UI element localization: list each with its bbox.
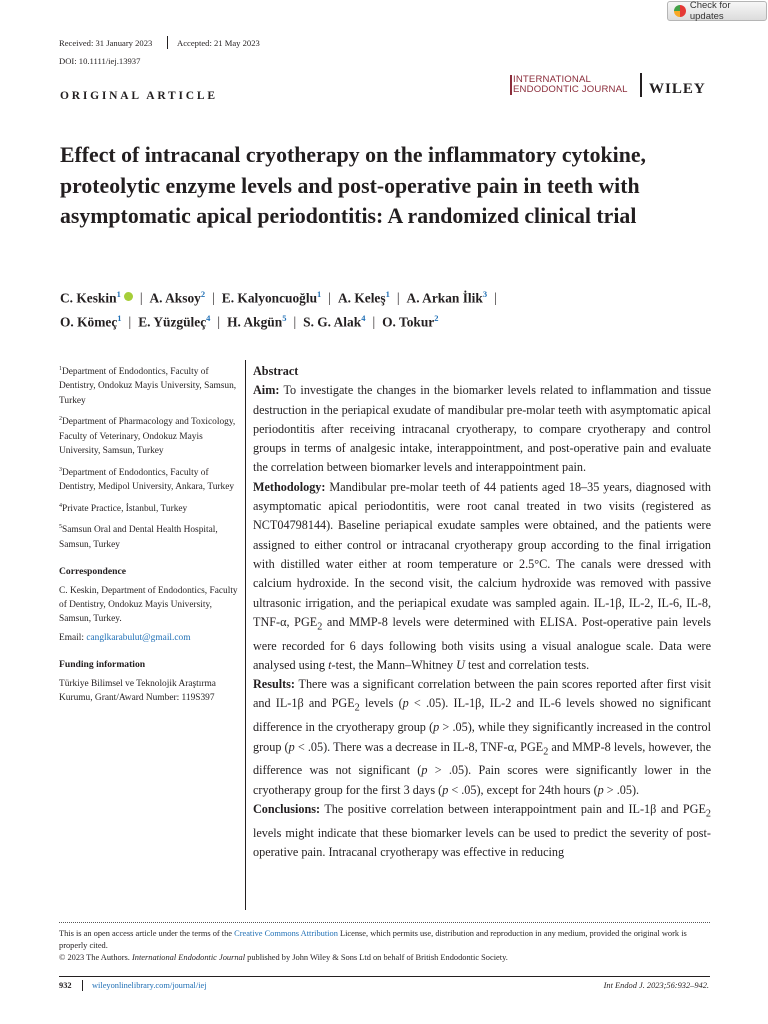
logo-divider xyxy=(640,73,642,97)
correspondence-email-line xyxy=(59,631,239,645)
journal-logo-bar xyxy=(510,75,512,95)
correspondence-text: C. Keskin, Department of Endodontics, Faculty of Dentistry, Ondokuz Mayis University, Samsun, Turkey. xyxy=(59,585,238,625)
affiliation-sup: 4 xyxy=(59,502,62,509)
article-type: ORIGINAL ARTICLE xyxy=(60,90,218,102)
italic-term: p xyxy=(421,763,428,778)
author-affiliation-sup: 2 xyxy=(434,313,439,323)
results-text: > .05). Pain scores were significantly lower in the cryotherapy group for the first 3 days ( xyxy=(253,763,712,797)
affiliation-text: Samsun Oral and Dental Health Hospital, Samsun, Turkey xyxy=(59,525,218,550)
results-text: < .05). There was a decrease in IL-8, TNF-α, PGE xyxy=(294,739,544,754)
subscript: 2 xyxy=(543,745,549,757)
results-text: < .05). IL-1β, IL-2 and IL-6 levels showed no significant difference in the cryotherapy group ( xyxy=(253,696,712,735)
author-separator: | xyxy=(293,314,297,330)
author-name[interactable]: A. Arkan İlik xyxy=(406,290,483,306)
author-name[interactable]: A. Keleş xyxy=(337,290,386,306)
conclusions-text: levels might indicate that these biomarker levels can be used to predict the severity of post-operative pain. Intracanal cryotherapy was effective in reducing xyxy=(253,825,711,859)
author-name[interactable]: E. Kalyoncuoğlu xyxy=(221,290,318,306)
citation: Int Endod J. 2023;56:932–942. xyxy=(603,981,709,990)
author-separator: | xyxy=(128,314,132,330)
funding-heading: Funding information xyxy=(59,659,146,671)
affiliation-text: Department of Endodontics, Faculty of Dentistry, Ondokuz Mayis University, Samsun, Turkey xyxy=(59,367,237,406)
email-link[interactable]: canglkarabulut@gmail.com xyxy=(86,632,191,643)
italic-term: p xyxy=(597,782,604,797)
page-number: 932 xyxy=(59,981,72,990)
sidebar-column xyxy=(59,362,239,710)
author-line-1 xyxy=(60,289,504,306)
author-name[interactable]: E. Yüzgüleç xyxy=(138,314,207,330)
author-separator: | xyxy=(328,290,331,306)
subscript: 2 xyxy=(317,621,323,633)
abstract-methodology xyxy=(253,478,711,675)
affiliation-sup: 2 xyxy=(59,416,62,423)
methodology-text: -test, the Mann–Whitney xyxy=(331,657,457,672)
affiliation-item xyxy=(59,362,239,408)
correspondence-heading: Correspondence xyxy=(59,566,126,578)
author-affiliation-sup: 2 xyxy=(200,289,206,299)
doi: DOI: 10.1111/iej.13937 xyxy=(59,56,141,66)
author-affiliation-sup: 1 xyxy=(116,289,121,299)
author-name[interactable]: C. Keskin xyxy=(60,290,117,306)
license-text: License, which permits use, distribution and reproduction in any medium, provided the original work is properly cited. xyxy=(59,929,687,951)
subscript: 2 xyxy=(354,702,360,714)
footer-divider xyxy=(59,976,710,977)
footer-separator xyxy=(82,980,83,991)
author-name[interactable]: S. G. Alak xyxy=(303,314,362,330)
affiliation-sup: 3 xyxy=(59,466,62,473)
italic-term: t xyxy=(328,657,332,672)
italic-term: p xyxy=(433,720,440,735)
conclusions-label: Conclusions: xyxy=(253,801,321,816)
affiliation-item xyxy=(59,463,239,495)
author-affiliation-sup: 4 xyxy=(361,313,366,323)
author-name[interactable]: O. Kömeç xyxy=(60,314,118,330)
author-affiliation-sup: 1 xyxy=(117,313,122,323)
journal-name-line2: ENDODONTIC JOURNAL xyxy=(513,84,628,95)
footer-dotted-divider xyxy=(59,922,710,923)
received-date: Received: 31 January 2023 xyxy=(59,38,153,48)
license-text: This is an open access article under the terms of the xyxy=(59,929,235,938)
author-affiliation-sup: 1 xyxy=(317,289,322,299)
crossmark-icon xyxy=(674,5,686,17)
results-text: < .05), except for 24th hours ( xyxy=(448,782,598,797)
copyright-journal: International Endodontic Journal xyxy=(131,953,246,962)
affiliation-text: Department of Endodontics, Faculty of Dentistry, Medipol University, Ankara, Turkey xyxy=(59,467,235,493)
results-label: Results: xyxy=(253,677,295,692)
author-separator: | xyxy=(139,290,143,306)
publisher-logo: WILEY xyxy=(649,81,706,97)
aim-text: To investigate the changes in the biomarker levels related to inflammation and tissue destruction in the periapical exudate of mandibular pre-molar teeth with asymptomatic apical periodontitis after receiving intracanal cryotherapy, to compare cryotherapy and control groups in terms of analgesic intake, interappointment, and post-operative pain and evaluate the correlation between biomarker levels and interappointment pain. xyxy=(253,383,711,475)
methodology-text: and MMP-8 levels were determined with ELISA. Post-operative pain levels were recorded for 6 days following both visits using a visual analogue scale. Data were analysed using xyxy=(253,614,711,672)
check-for-updates-label: Check for updates xyxy=(689,0,731,22)
funding-text: Türkiye Bilimsel ve Teknolojik Araştırma Kurumu, Grant/Award Number: 119S397 xyxy=(59,678,216,704)
article-title: Effect of intracanal cryotherapy on the inflammatory cytokine, proteolytic enzyme levels and post-operative pain in teeth with asymptomatic apical periodontitis: A randomized clinical trial xyxy=(60,143,646,228)
abstract-conclusions xyxy=(253,800,711,862)
author-name[interactable]: O. Tokur xyxy=(382,314,435,330)
abstract xyxy=(253,362,711,862)
aim-label: Aim: xyxy=(253,383,280,398)
journal-name-line1: INTERNATIONAL xyxy=(513,74,591,85)
affiliation-text: Private Practice, İstanbul, Turkey xyxy=(62,503,188,514)
abstract-divider xyxy=(245,360,246,910)
license-link[interactable]: Creative Commons Attribution xyxy=(234,929,338,938)
italic-term: p xyxy=(402,696,409,711)
affiliation-item xyxy=(59,412,239,458)
author-separator: | xyxy=(212,290,215,306)
results-text: There was a significant correlation between the pain scores reported after first visit and IL-1β and PGE xyxy=(253,677,711,711)
affiliation-sup: 1 xyxy=(59,366,62,372)
author-affiliation-sup: 5 xyxy=(282,313,287,323)
author-affiliation-sup: 1 xyxy=(385,289,390,299)
author-affiliation-sup: 4 xyxy=(206,313,211,323)
results-text: > .05). xyxy=(603,782,640,797)
author-line-2 xyxy=(60,313,438,330)
affiliation-item xyxy=(59,520,239,552)
copyright-text: © 2023 The Authors. xyxy=(59,953,132,962)
methodology-text: Mandibular pre-molar teeth of 44 patients aged 18–35 years, diagnosed with asymptomatic apical periodontitis, were root canal treated in two visits (registered as NCT04798144). Baseline periapical exudate samples were obtained, and the patients were assigned to either control or intracanal cryotherapy group according to the final irrigation with distilled water either at room temperature or 2.5°C. The canals were dressed with calcium hydroxide. In the second visit, the calcium hydroxide was removed with passive ultrasonic irrigation, and the periapical exudate was sampled again. IL-1β, IL-2, IL-6, IL-8, TNF-α, PGE xyxy=(253,479,711,629)
copyright-text: published by John Wiley & Sons Ltd on behalf of British Endodontic Society. xyxy=(245,953,508,962)
results-text: > .05), while they significantly increased in the control group ( xyxy=(253,720,711,754)
license-note xyxy=(59,928,710,953)
email-label: Email: xyxy=(59,632,84,643)
subscript: 2 xyxy=(705,808,711,820)
copyright-note xyxy=(59,953,710,962)
author-affiliation-sup: 3 xyxy=(482,289,488,299)
results-text: and MMP-8 levels, however, the difference was not significant ( xyxy=(253,739,711,778)
italic-term: p xyxy=(442,782,449,797)
results-text: levels ( xyxy=(359,696,403,711)
italic-term: U xyxy=(456,657,465,672)
author-separator: | xyxy=(217,314,221,330)
author-separator: | xyxy=(396,290,400,306)
conclusions-text: The positive correlation between interappointment pain and IL-1β and PGE xyxy=(324,801,706,816)
abstract-aim xyxy=(253,381,711,477)
author-name[interactable]: H. Akgün xyxy=(227,314,283,330)
orcid-icon[interactable] xyxy=(124,292,133,301)
author-separator: | xyxy=(372,314,376,330)
methodology-label: Methodology: xyxy=(253,479,326,494)
check-for-updates-button[interactable] xyxy=(667,1,767,21)
author-name[interactable]: A. Aksoy xyxy=(149,290,201,306)
affiliation-sup: 5 xyxy=(59,524,62,531)
methodology-text: test and correlation tests. xyxy=(464,657,590,672)
journal-url-link[interactable]: wileyonlinelibrary.com/journal/iej xyxy=(92,981,207,990)
italic-term: p xyxy=(288,739,295,754)
abstract-results xyxy=(253,675,711,800)
accepted-date: Accepted: 21 May 2023 xyxy=(177,38,260,48)
meta-divider xyxy=(167,36,168,49)
abstract-heading: Abstract xyxy=(253,364,299,378)
author-separator: | xyxy=(494,290,497,306)
affiliation-item xyxy=(59,499,239,516)
affiliation-text: Department of Pharmacology and Toxicology, Faculty of Veterinary, Ondokuz Mayis University, Samsun, Turkey xyxy=(59,417,236,457)
